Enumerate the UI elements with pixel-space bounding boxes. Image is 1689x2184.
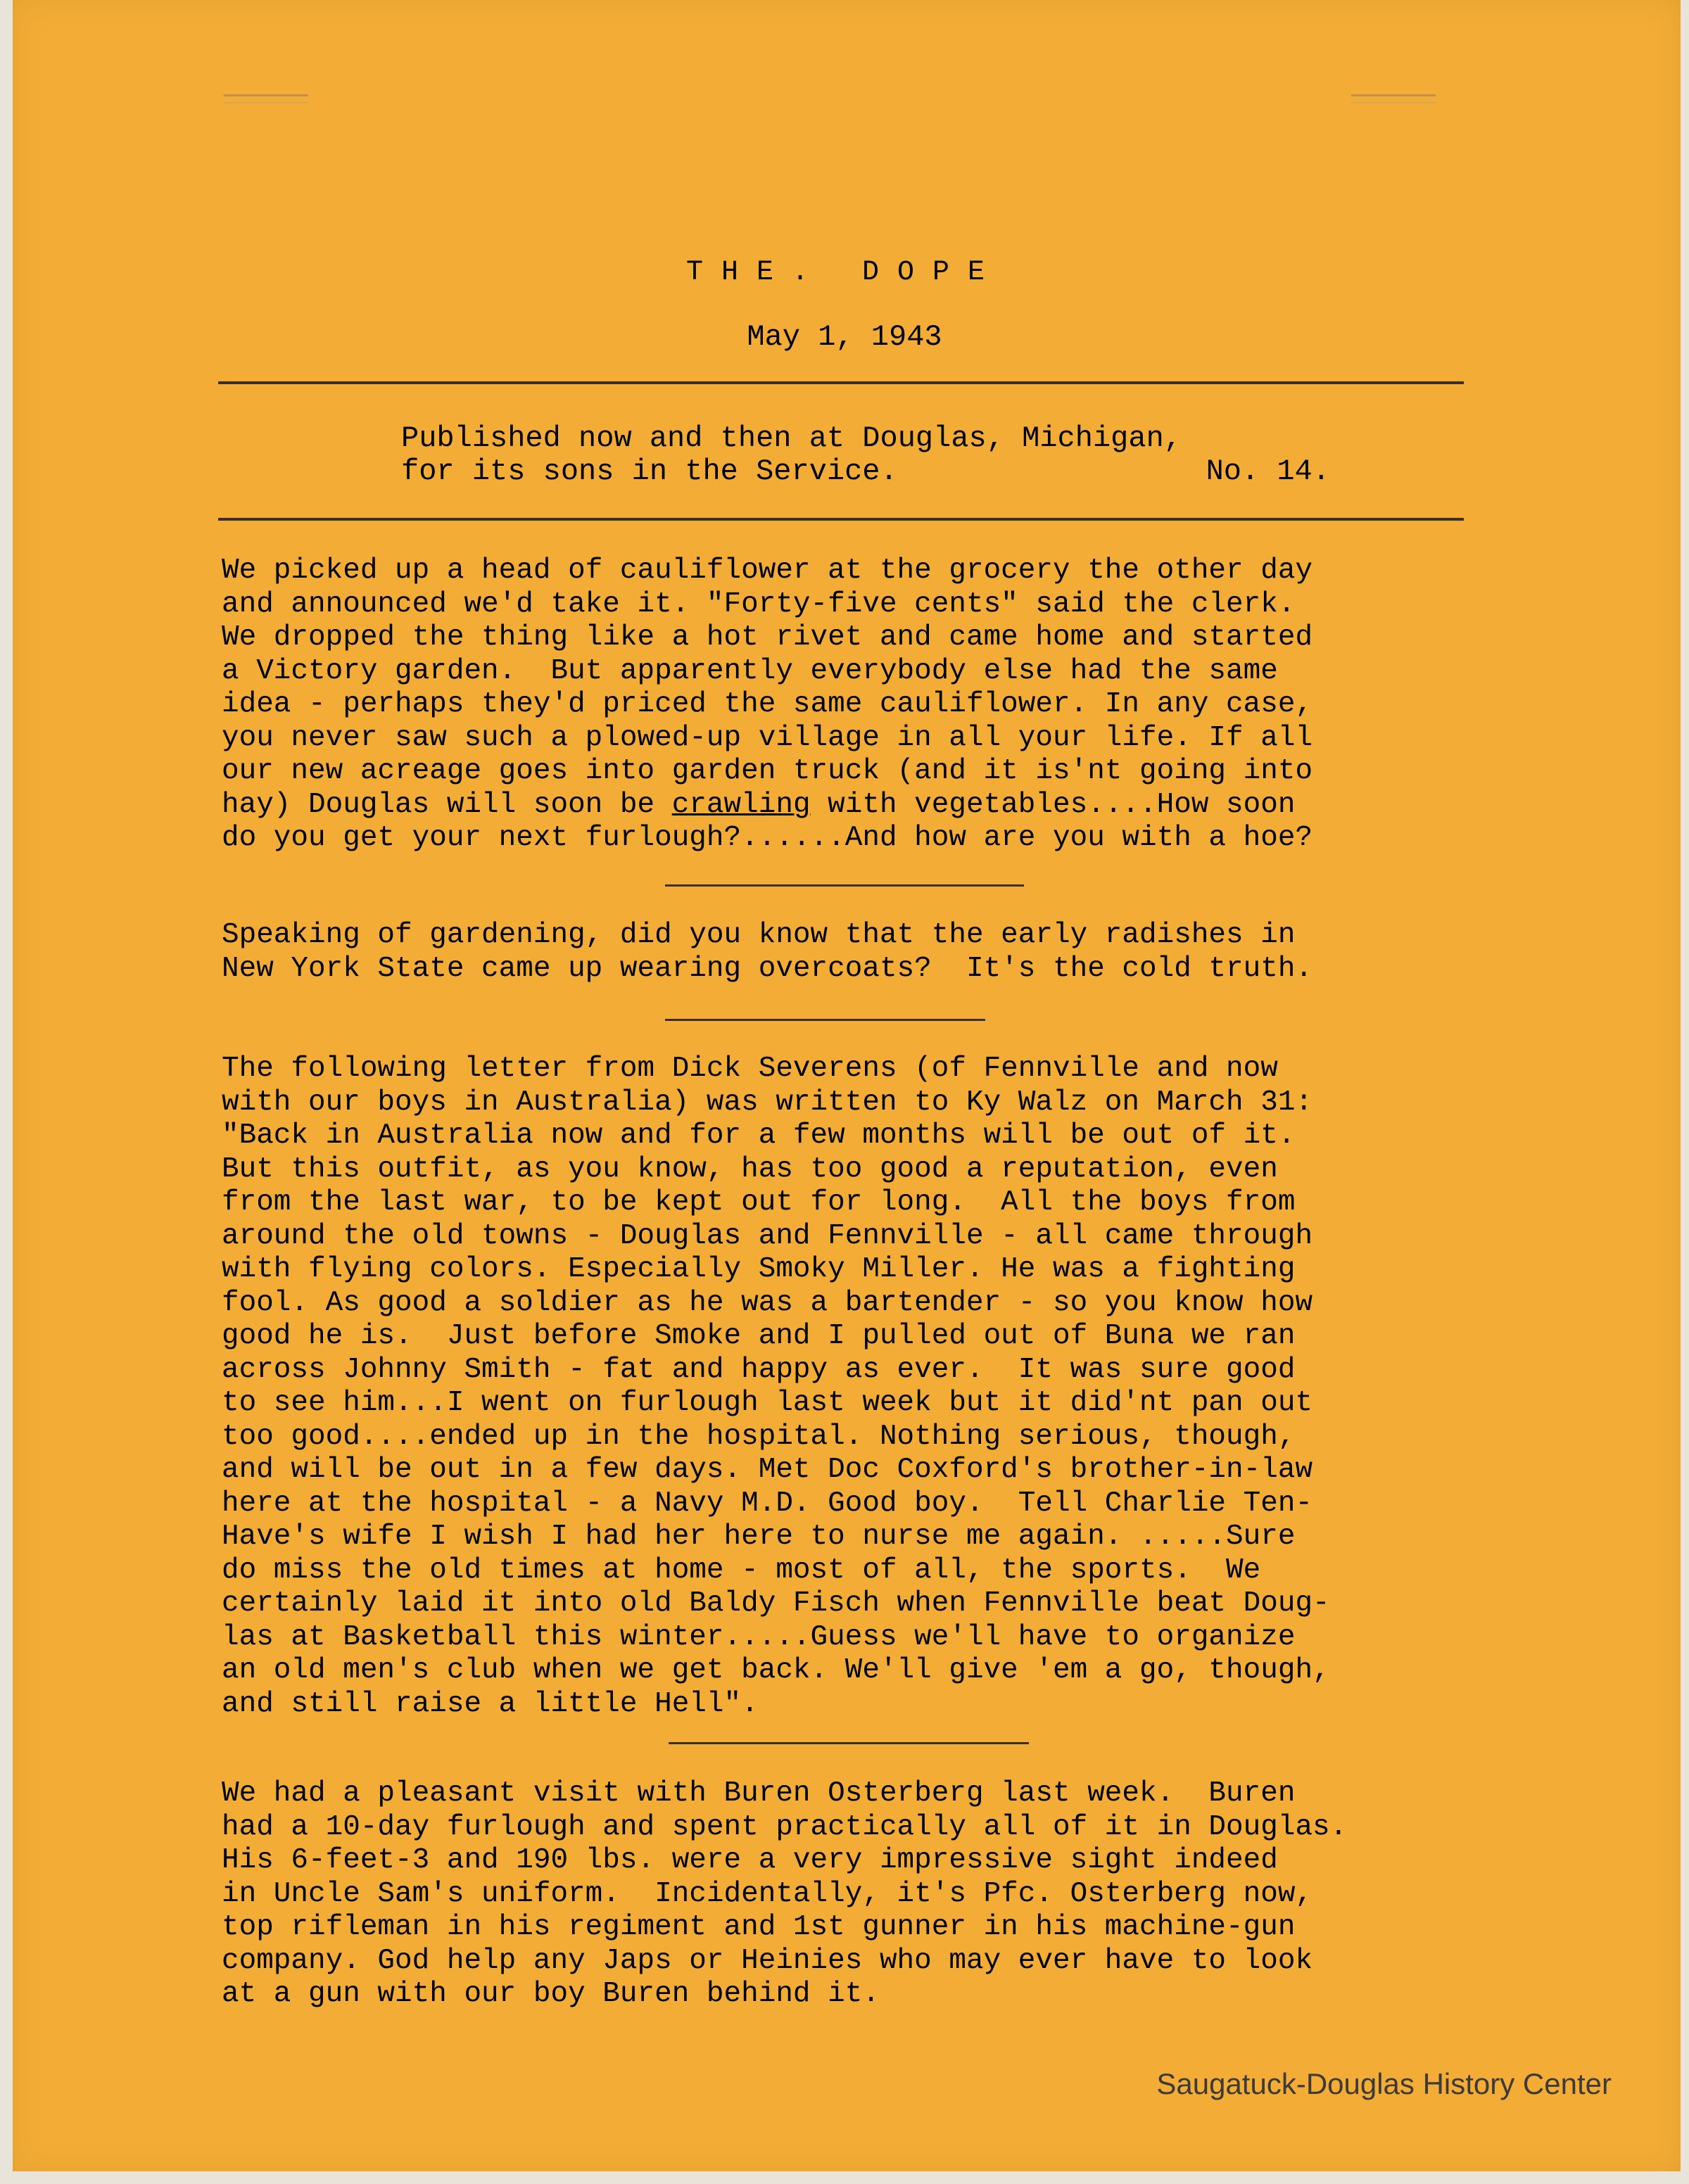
- paragraph-line: We picked up a head of cauliflower at the grocery the other day: [222, 554, 1313, 587]
- paragraph-line: had a 10-day furlough and spent practically all of it in Douglas.: [222, 1810, 1348, 1843]
- paragraph-line: with flying colors. Especially Smoky Miller. He was a fighting: [222, 1253, 1296, 1285]
- paragraph-line: a Victory garden. But apparently everybody else had the same: [222, 654, 1278, 687]
- header-rule-bottom: [218, 518, 1464, 521]
- paragraph-line: from the last war, to be kept out for long. All the boys from: [222, 1186, 1296, 1219]
- paragraph-line: las at Basketball this winter.....Guess we'll have to organize: [222, 1620, 1296, 1653]
- paragraph-line: at a gun with our boy Buren behind it.: [222, 1978, 880, 2010]
- paragraph-line: certainly laid it into old Baldy Fisch when Fennville beat Doug-: [222, 1587, 1330, 1620]
- archive-watermark: Saugatuck-Douglas History Center: [1156, 2067, 1612, 2100]
- paragraph-line: and still raise a little Hell".: [222, 1687, 759, 1720]
- paragraph-osterberg: [222, 1777, 1531, 2012]
- paragraph-line: top rifleman in his regiment and 1st gunner in his machine-gun: [222, 1911, 1296, 1943]
- paragraph-line: Speaking of gardening, did you know that the early radishes in: [222, 919, 1296, 951]
- paragraph-line: too good....ended up in the hospital. Nothing serious, though,: [222, 1420, 1296, 1453]
- paragraph-line: here at the hospital - a Navy M.D. Good boy. Tell Charlie Ten-: [222, 1487, 1313, 1520]
- header-rule-top: [218, 381, 1464, 384]
- paragraph-line: an old men's club when we get back. We'll give 'em a go, though,: [222, 1654, 1330, 1687]
- newsletter-title: THE. DOPE: [685, 257, 1004, 288]
- paragraph-line: you never saw such a plowed-up village in all your life. If all: [222, 721, 1313, 754]
- paragraph-line-start: hay) Douglas will soon be: [222, 788, 672, 821]
- paragraph-severens-letter: [222, 1053, 1531, 1721]
- paragraph-line: We had a pleasant visit with Buren Osterberg last week. Buren: [222, 1777, 1296, 1810]
- paragraph-radishes: [222, 919, 1531, 986]
- paragraph-line: "Back in Australia now and for a few months will be out of it.: [222, 1119, 1296, 1152]
- paragraph-line: with our boys in Australia) was written to Ky Walz on March 31:: [222, 1086, 1313, 1119]
- paragraph-line: around the old towns - Douglas and Fennville - all came through: [222, 1219, 1313, 1252]
- paragraph-line: company. God help any Japs or Heinies who may ever have to look: [222, 1944, 1313, 1977]
- section-divider: [669, 1742, 1029, 1744]
- paragraph-line: idea - perhaps they'd priced the same cauliflower. In any case,: [222, 688, 1313, 720]
- publication-line-2-text: for its sons in the Service.: [401, 455, 898, 488]
- paragraph-cauliflower: [222, 554, 1531, 856]
- paragraph-line: our new acreage goes into garden truck (and it is'nt going into: [222, 755, 1313, 787]
- issue-date: May 1, 1943: [747, 320, 942, 354]
- staple-mark-left: [224, 94, 308, 103]
- paragraph-line: Have's wife I wish I had her here to nurse me again. .....Sure: [222, 1520, 1296, 1553]
- publication-line-2: [401, 455, 1330, 488]
- staple-mark-right: [1351, 94, 1436, 103]
- underlined-word: crawling: [671, 788, 811, 821]
- issue-number: No. 14.: [1206, 455, 1330, 488]
- paragraph-line: The following letter from Dick Severens (of Fennville and now: [222, 1053, 1278, 1085]
- paragraph-line: do you get your next furlough?......And how are you with a hoe?: [222, 822, 1313, 854]
- paragraph-line: New York State came up wearing overcoats? It's the cold truth.: [222, 952, 1313, 985]
- paragraph-line: across Johnny Smith - fat and happy as ever. It was sure good: [222, 1353, 1296, 1386]
- section-divider: [665, 884, 1024, 887]
- publication-line-1: Published now and then at Douglas, Michigan,: [401, 421, 1182, 455]
- paragraph-line: and announced we'd take it. "Forty-five cents" said the clerk.: [222, 588, 1296, 621]
- paragraph-line: to see him...I went on furlough last week but it did'nt pan out: [222, 1387, 1313, 1419]
- paragraph-line: fool. As good a soldier as he was a bartender - so you know how: [222, 1286, 1313, 1319]
- paragraph-line: do miss the old times at home - most of all, the sports. We: [222, 1554, 1261, 1587]
- paragraph-line: But this outfit, as you know, has too good a reputation, even: [222, 1153, 1278, 1186]
- paragraph-line-end: with vegetables....How soon: [810, 788, 1296, 821]
- paragraph-line: We dropped the thing like a hot rivet and came home and started: [222, 621, 1313, 654]
- paragraph-line: in Uncle Sam's uniform. Incidentally, it's Pfc. Osterberg now,: [222, 1877, 1313, 1910]
- publication-note: [401, 422, 1330, 488]
- paragraph-line: and will be out in a few days. Met Doc Coxford's brother-in-law: [222, 1454, 1313, 1486]
- section-divider: [665, 1019, 985, 1021]
- paragraph-line: good he is. Just before Smoke and I pulled out of Buna we ran: [222, 1320, 1296, 1352]
- paragraph-line: His 6-feet-3 and 190 lbs. were a very impressive sight indeed: [222, 1844, 1278, 1877]
- paragraph-line-with-underline: [222, 789, 1531, 823]
